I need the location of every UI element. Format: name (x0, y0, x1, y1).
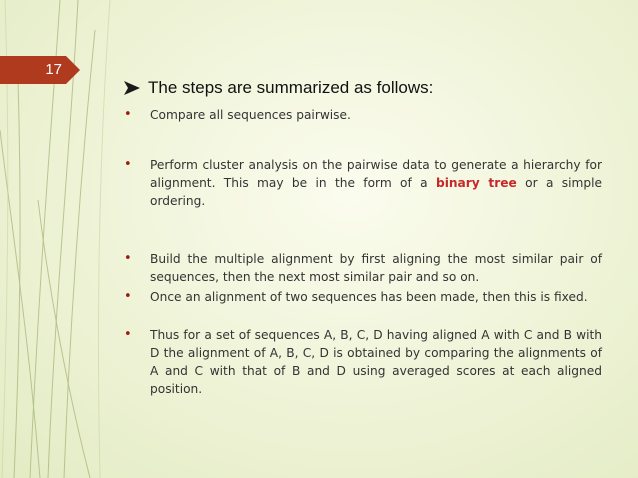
bullet-item-4 (124, 288, 602, 306)
bullet-dot-icon: • (124, 289, 132, 304)
highlight-term: binary tree (435, 176, 517, 190)
slide-heading: The steps are summarized as follows: (148, 78, 434, 97)
bullet-item-1 (124, 106, 602, 124)
heading-row (124, 76, 624, 100)
bullet-text-part: Perform cluster analysis on the pairwise data to generate a hierarchy for alignment. This may be in the form of a (150, 158, 602, 190)
bullet-dot-icon: • (124, 327, 132, 342)
arrow-head-icon (124, 79, 142, 97)
bullet-text: Build the multiple alignment by first aligning the most similar pair of sequences, then the next most similar pair and so on. (150, 252, 602, 284)
page-number: 17 (45, 61, 62, 78)
bullet-text: Compare all sequences pairwise. (150, 108, 351, 122)
bullet-item-5 (124, 326, 602, 398)
bullet-dot-icon: • (124, 107, 132, 122)
bullet-text-part: or a simple ordering. (150, 176, 603, 208)
bullet-text (150, 156, 602, 210)
bullet-dot-icon: • (124, 251, 132, 266)
bullet-item-3 (124, 250, 602, 286)
bullet-item-2 (124, 156, 602, 210)
bullet-text: Once an alignment of two sequences has been made, then this is fixed. (150, 290, 588, 304)
bullet-text: Thus for a set of sequences A, B, C, D having aligned A with C and B with D the alignment of A, B, C, D is obtained by comparing the alignments of A and C with that of B and D using averaged scores at each aligned position. (150, 328, 602, 396)
bullet-dot-icon: • (124, 157, 132, 172)
